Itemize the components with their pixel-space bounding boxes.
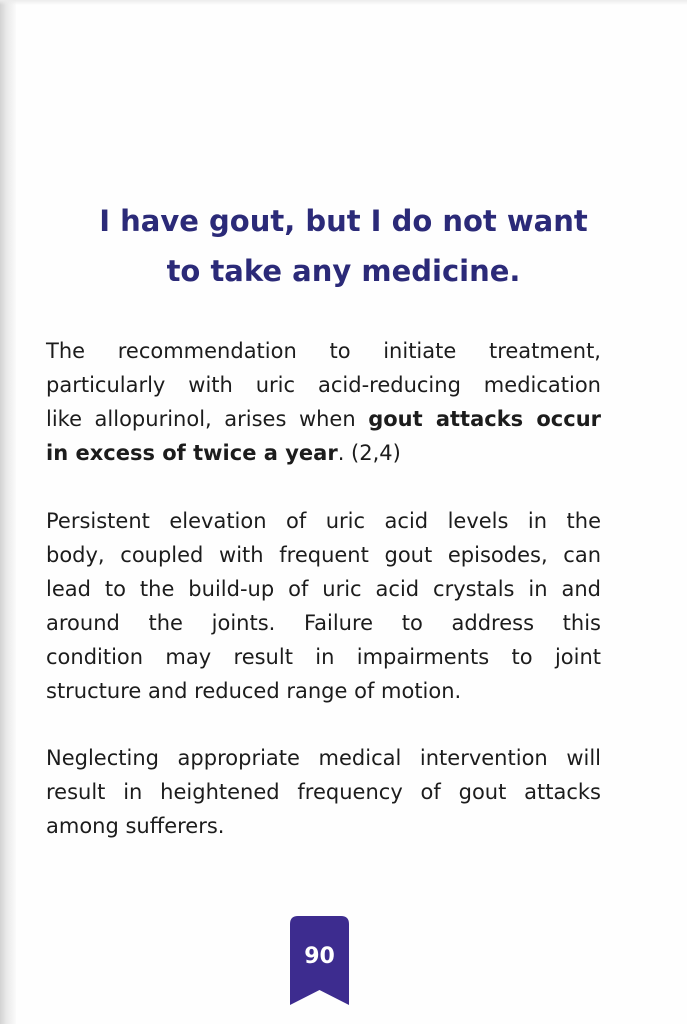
page-title	[40, 196, 647, 296]
paragraph-treatment-recommendation	[46, 334, 601, 470]
emphasis-text: gout attacks occur	[368, 407, 601, 431]
paragraph-line: Neglecting appropriate medical intervention will	[46, 746, 601, 770]
top-edge-shadow	[0, 0, 687, 5]
paragraph-line: condition may result in impairments to joint	[46, 645, 601, 669]
paragraph-line	[46, 436, 601, 470]
page-number: 90	[304, 944, 335, 969]
paragraph-line: lead to the build-up of uric acid crystals in and	[46, 577, 601, 601]
paragraph-neglect-consequences	[46, 741, 601, 843]
title-line-1: I have gout, but I do not want	[99, 204, 588, 238]
paragraph-line: Persistent elevation of uric acid levels in the	[46, 509, 601, 533]
title-line-2: to take any medicine.	[166, 254, 521, 288]
paragraph-line: The recommendation to initiate treatment,	[46, 339, 601, 363]
paragraph-line: result in heightened frequency of gout attacks	[46, 780, 601, 804]
emphasis-text: in excess of twice a year	[46, 441, 338, 465]
paragraph-line: body, coupled with frequent gout episodes, can	[46, 543, 601, 567]
paragraph-line: particularly with uric acid-reducing medication	[46, 373, 601, 397]
paragraph-uric-acid-buildup	[46, 504, 601, 708]
paragraph-line	[46, 402, 601, 436]
citation-text: . (2,4)	[337, 441, 401, 465]
paragraph-line: around the joints. Failure to address this	[46, 611, 601, 635]
binding-edge	[0, 0, 16, 1024]
paragraph-line: structure and reduced range of motion.	[46, 679, 462, 703]
paragraph-line: among sufferers.	[46, 814, 225, 838]
plain-text: like allopurinol, arises when	[46, 407, 369, 431]
